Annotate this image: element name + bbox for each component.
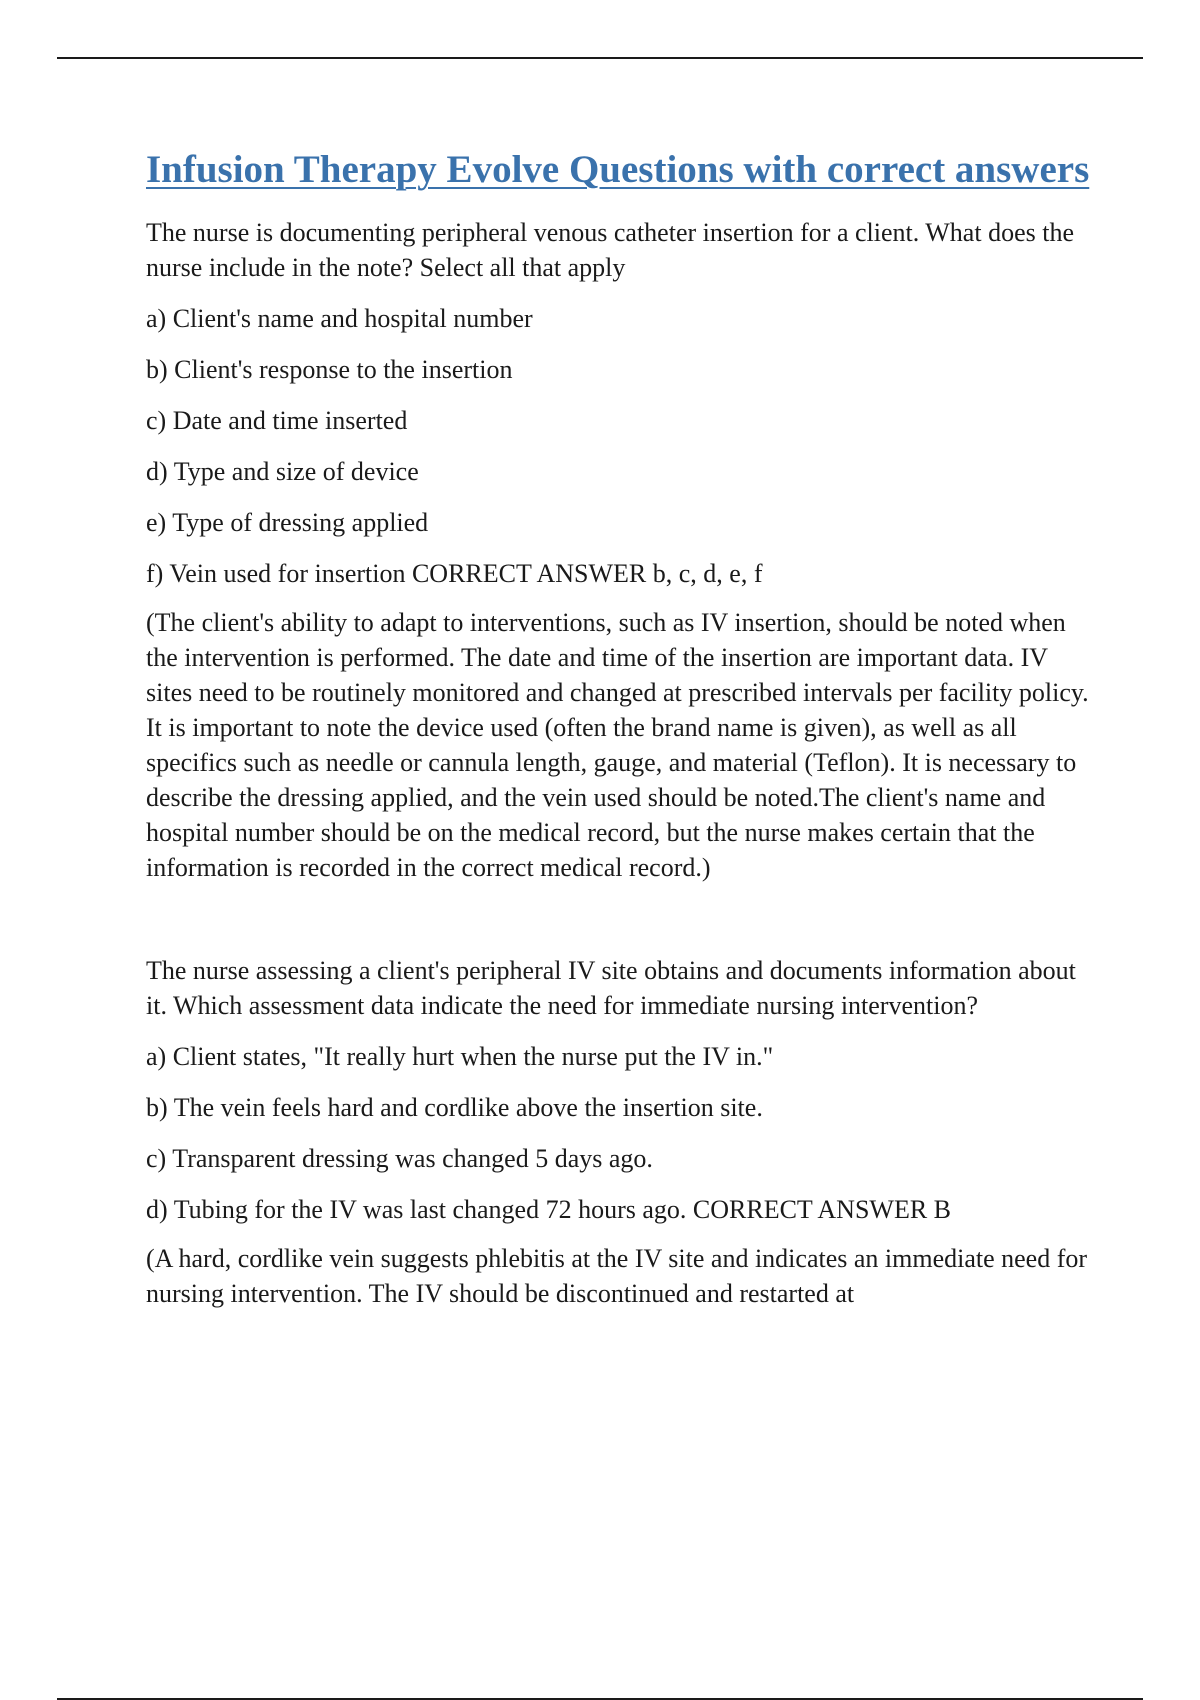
answer-option-f: f) Vein used for insertion CORRECT ANSWER b, c, d, e, f xyxy=(146,559,763,588)
answer-option-a: a) Client's name and hospital number xyxy=(146,304,533,333)
answer-option-b: b) Client's response to the insertion xyxy=(146,355,513,384)
question-2 xyxy=(146,953,1096,1311)
answer-option-e: e) Type of dressing applied xyxy=(146,508,429,537)
question-stem: The nurse is documenting peripheral venous catheter insertion for a client. What does the nurse include in the note? Select all that apply xyxy=(146,218,1074,282)
answer-option-c: c) Transparent dressing was changed 5 days ago. xyxy=(146,1144,653,1173)
answer-option-c: c) Date and time inserted xyxy=(146,406,408,435)
answer-rationale: (A hard, cordlike vein suggests phlebitis at the IV site and indicates an immediate need for nursing intervention. The IV should be discontinued and restarted at xyxy=(146,1244,1088,1308)
answer-option-b: b) The vein feels hard and cordlike above the insertion site. xyxy=(146,1093,763,1122)
page-content xyxy=(146,142,1096,1311)
document-title: Infusion Therapy Evolve Questions with correct answers xyxy=(146,148,1090,191)
answer-option-a: a) Client states, "It really hurt when the nurse put the IV in." xyxy=(146,1042,774,1071)
question-1 xyxy=(146,215,1096,885)
question-stem: The nurse assessing a client's peripheral IV site obtains and documents information about it. Which assessment data indicate the need for immediate nursing intervention? xyxy=(146,956,1076,1020)
answer-option-d: d) Type and size of device xyxy=(146,457,419,486)
answer-rationale: (The client's ability to adapt to interventions, such as IV insertion, should be noted when the intervention is performed. The date and time of the insertion are important data. IV sites need to be routinely monitored and changed at prescribed intervals per facility policy. It is important to note the device used (often the brand name is given), as well as all specifics such as needle or cannula length, gauge, and material (Teflon). It is necessary to describe the dressing applied, and the vein used should be noted.The client's name and hospital number should be on the medical record, but the nurse makes certain that the information is recorded in the correct medical record.) xyxy=(146,608,1089,882)
top-rule xyxy=(57,57,1143,59)
answer-option-d: d) Tubing for the IV was last changed 72 hours ago. CORRECT ANSWER B xyxy=(146,1195,952,1224)
